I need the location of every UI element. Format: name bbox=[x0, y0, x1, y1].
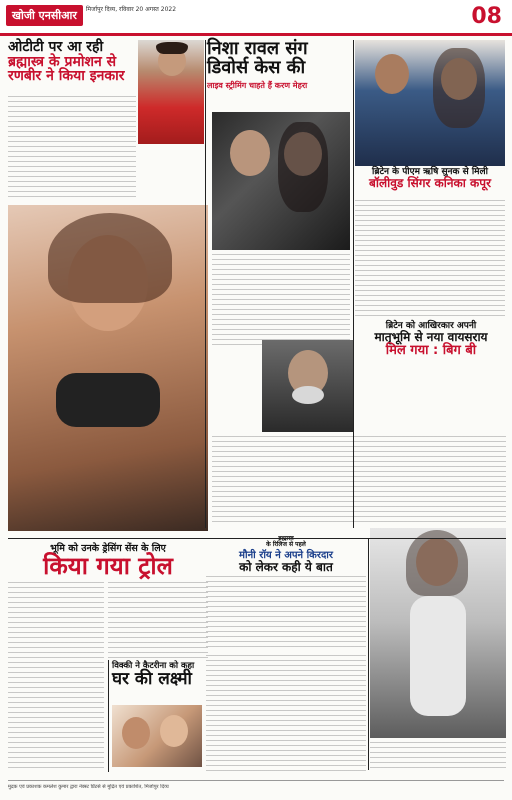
kanika-sunak-photo bbox=[355, 40, 505, 166]
mouni-article-text bbox=[206, 576, 366, 650]
footer bbox=[8, 780, 504, 790]
nisha-headline-1: निशा रावल संग bbox=[207, 38, 308, 59]
story-bigb bbox=[356, 322, 506, 358]
troll-article-text-2 bbox=[108, 582, 208, 662]
ranbir-headline-3: रणबीर ने किया इनकार bbox=[8, 68, 125, 85]
bigb-kicker: ब्रिटेन को आखिरकार अपनी bbox=[385, 321, 477, 331]
kanika-kicker: ब्रिटेन के पीएम ऋषि सुनक से मिली bbox=[372, 167, 488, 177]
kanika-headline: बॉलीवुड सिंगर कनिका कपूर bbox=[369, 176, 491, 191]
mouni-headline-1: मौनी रॉय ने अपने किरदार bbox=[239, 549, 333, 561]
nisha-article-text bbox=[212, 254, 350, 346]
troll-headline-1: भूमि को उनके ड्रेसिंग सेंस के लिए bbox=[50, 543, 166, 554]
nisha-headline-2: डिवोर्स केस की bbox=[207, 56, 306, 78]
page-number: 08 bbox=[471, 4, 502, 29]
troll-headline-2: किया गया ट्रोल bbox=[43, 551, 173, 580]
footer-text: मुद्रक एवं प्रकाशक कमलेश कुमार द्वारा नेक्स्ट प्रिंटर्स से मुद्रित एवं प्रकाशित, मिर्जापुर दिव्य bbox=[8, 784, 169, 790]
nisha-subhead: लाइव स्ट्रीमिंग चाहते हैं करण मेहरा bbox=[207, 80, 308, 90]
story-mouni bbox=[206, 536, 366, 574]
bigb-photo bbox=[262, 340, 354, 432]
bigb-headline-2: मिल गया : बिग बी bbox=[385, 343, 477, 359]
story-nisha bbox=[207, 40, 353, 90]
katrina-headline-1: विक्की ने कैटरीना को कहा bbox=[112, 661, 195, 671]
mouni-photo bbox=[370, 528, 506, 738]
troll-article-text-1 bbox=[8, 582, 104, 772]
story-ranbir bbox=[8, 40, 140, 84]
katrina-article-text bbox=[206, 655, 366, 771]
bigb-article-text bbox=[212, 436, 506, 522]
ranbir-headline-1: ओटीटी पर आ रही bbox=[8, 39, 104, 55]
katrina-headline-2: घर की लक्ष्मी bbox=[112, 668, 192, 689]
issue-line: मिर्जापुर दिव्य, रविवार 20 अगस्त 2022 bbox=[86, 6, 177, 13]
kanika-article-text bbox=[355, 200, 505, 318]
katrina-vicky-photo bbox=[112, 705, 202, 767]
ranbir-article-text bbox=[8, 96, 136, 198]
masthead: खोजी एनसीआर bbox=[6, 5, 83, 26]
nisha-couple-photo bbox=[212, 112, 350, 250]
story-troll bbox=[8, 544, 208, 579]
mouni-kicker-2: के रिलिज से पहले bbox=[266, 541, 306, 549]
mouni-headline-2: को लेकर कही ये बात bbox=[239, 560, 333, 575]
story-kanika bbox=[355, 168, 505, 190]
page-header bbox=[0, 0, 512, 36]
ranbir-headline-2: ब्रह्मास्त्र के प्रमोशन से bbox=[8, 53, 117, 70]
ranbir-photo bbox=[138, 40, 204, 144]
bhumi-photo bbox=[8, 205, 208, 531]
bigb-headline-1: मातृभूमि से नया वायसराय bbox=[374, 330, 488, 345]
mouni-article-text-2 bbox=[370, 742, 506, 768]
